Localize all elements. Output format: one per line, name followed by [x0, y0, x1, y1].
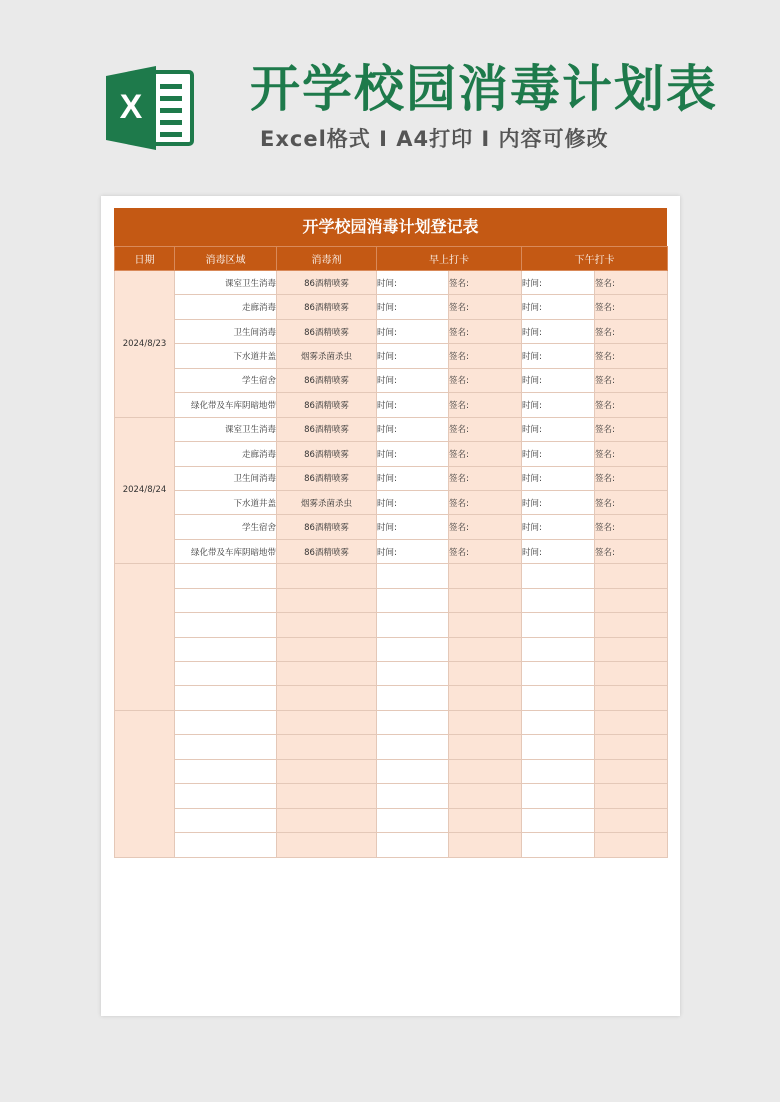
morning-time-cell[interactable] [377, 833, 449, 857]
agent-cell[interactable] [277, 662, 377, 686]
table-row [115, 442, 668, 466]
morning-time-cell[interactable] [377, 735, 449, 759]
morning-time-cell[interactable]: 时间: [377, 417, 449, 441]
sheet-title: 开学校园消毒计划登记表 [114, 208, 667, 246]
afternoon-time-cell[interactable] [522, 735, 595, 759]
table-row [115, 344, 668, 368]
date-cell[interactable] [115, 710, 175, 857]
afternoon-time-cell[interactable]: 时间: [522, 417, 595, 441]
agent-cell[interactable]: 86酒精喷雾 [277, 417, 377, 441]
morning-time-cell[interactable] [377, 637, 449, 661]
afternoon-time-cell[interactable] [522, 759, 595, 783]
table-row [115, 588, 668, 612]
morning-sign-cell[interactable] [449, 759, 522, 783]
area-cell[interactable]: 卫生间消毒 [175, 466, 277, 490]
afternoon-time-cell[interactable] [522, 613, 595, 637]
morning-time-cell[interactable] [377, 588, 449, 612]
excel-icon [100, 58, 200, 158]
morning-time-cell[interactable] [377, 710, 449, 734]
morning-time-cell[interactable] [377, 759, 449, 783]
table-row [115, 539, 668, 563]
afternoon-time-cell[interactable]: 时间: [522, 271, 595, 295]
agent-cell[interactable]: 86酒精喷雾 [277, 539, 377, 563]
area-cell[interactable] [175, 710, 277, 734]
afternoon-sign-cell[interactable]: 签名: [595, 515, 668, 539]
afternoon-time-cell[interactable]: 时间: [522, 393, 595, 417]
column-header-agent: 消毒剂 [277, 247, 377, 271]
morning-time-cell[interactable]: 时间: [377, 344, 449, 368]
disinfection-table [114, 246, 668, 858]
afternoon-time-cell[interactable]: 时间: [522, 295, 595, 319]
agent-cell[interactable] [277, 613, 377, 637]
morning-sign-cell[interactable]: 签名: [449, 442, 522, 466]
agent-cell[interactable] [277, 588, 377, 612]
area-cell[interactable] [175, 759, 277, 783]
morning-sign-cell[interactable]: 签名: [449, 490, 522, 514]
page-title: 开学校园消毒计划表 [250, 60, 718, 118]
morning-time-cell[interactable]: 时间: [377, 490, 449, 514]
morning-time-cell[interactable]: 时间: [377, 271, 449, 295]
table-row [115, 759, 668, 783]
area-cell[interactable]: 学生宿舍 [175, 368, 277, 392]
agent-cell[interactable] [277, 735, 377, 759]
morning-time-cell[interactable]: 时间: [377, 466, 449, 490]
agent-cell[interactable]: 86酒精喷雾 [277, 393, 377, 417]
agent-cell[interactable]: 86酒精喷雾 [277, 515, 377, 539]
morning-sign-cell[interactable]: 签名: [449, 368, 522, 392]
table-row [115, 466, 668, 490]
morning-sign-cell[interactable]: 签名: [449, 417, 522, 441]
area-cell[interactable]: 下水道井盖 [175, 344, 277, 368]
date-cell[interactable]: 2024/8/23 [115, 271, 175, 418]
afternoon-sign-cell[interactable] [595, 637, 668, 661]
table-row [115, 662, 668, 686]
morning-time-cell[interactable]: 时间: [377, 442, 449, 466]
afternoon-sign-cell[interactable] [595, 588, 668, 612]
morning-sign-cell[interactable] [449, 784, 522, 808]
morning-time-cell[interactable] [377, 686, 449, 710]
table-row [115, 686, 668, 710]
agent-cell[interactable]: 烟雾杀菌杀虫 [277, 490, 377, 514]
table-body [115, 271, 668, 858]
afternoon-time-cell[interactable] [522, 637, 595, 661]
morning-time-cell[interactable] [377, 808, 449, 832]
column-header-area: 消毒区域 [175, 247, 277, 271]
morning-sign-cell[interactable]: 签名: [449, 515, 522, 539]
morning-time-cell[interactable]: 时间: [377, 319, 449, 343]
morning-time-cell[interactable] [377, 613, 449, 637]
area-cell[interactable]: 卫生间消毒 [175, 319, 277, 343]
area-cell[interactable]: 课室卫生消毒 [175, 417, 277, 441]
afternoon-sign-cell[interactable] [595, 710, 668, 734]
afternoon-time-cell[interactable] [522, 784, 595, 808]
morning-sign-cell[interactable]: 签名: [449, 466, 522, 490]
date-cell[interactable]: 2024/8/24 [115, 417, 175, 564]
afternoon-sign-cell[interactable]: 签名: [595, 393, 668, 417]
table-row [115, 710, 668, 734]
table-row [115, 295, 668, 319]
agent-cell[interactable]: 86酒精喷雾 [277, 442, 377, 466]
morning-time-cell[interactable] [377, 564, 449, 588]
morning-sign-cell[interactable] [449, 564, 522, 588]
table-row [115, 393, 668, 417]
column-header-morning: 早上打卡 [377, 247, 522, 271]
table-row [115, 417, 668, 441]
afternoon-time-cell[interactable]: 时间: [522, 344, 595, 368]
afternoon-time-cell[interactable]: 时间: [522, 442, 595, 466]
morning-sign-cell[interactable]: 签名: [449, 295, 522, 319]
morning-sign-cell[interactable] [449, 588, 522, 612]
column-header-afternoon: 下午打卡 [522, 247, 668, 271]
afternoon-time-cell[interactable]: 时间: [522, 466, 595, 490]
agent-cell[interactable]: 86酒精喷雾 [277, 466, 377, 490]
table-row [115, 735, 668, 759]
morning-time-cell[interactable] [377, 784, 449, 808]
table-row [115, 319, 668, 343]
afternoon-sign-cell[interactable]: 签名: [595, 490, 668, 514]
area-cell[interactable] [175, 735, 277, 759]
table-row [115, 784, 668, 808]
morning-sign-cell[interactable] [449, 833, 522, 857]
afternoon-time-cell[interactable] [522, 588, 595, 612]
morning-sign-cell[interactable]: 签名: [449, 319, 522, 343]
afternoon-sign-cell[interactable]: 签名: [595, 442, 668, 466]
afternoon-time-cell[interactable] [522, 710, 595, 734]
area-cell[interactable] [175, 662, 277, 686]
area-cell[interactable] [175, 564, 277, 588]
afternoon-time-cell[interactable]: 时间: [522, 368, 595, 392]
svg-text:X: X [119, 88, 143, 126]
morning-sign-cell[interactable]: 签名: [449, 393, 522, 417]
area-cell[interactable]: 学生宿舍 [175, 515, 277, 539]
area-cell[interactable]: 下水道井盖 [175, 490, 277, 514]
morning-sign-cell[interactable] [449, 637, 522, 661]
morning-sign-cell[interactable] [449, 808, 522, 832]
agent-cell[interactable]: 86酒精喷雾 [277, 368, 377, 392]
afternoon-sign-cell[interactable] [595, 833, 668, 857]
morning-sign-cell[interactable]: 签名: [449, 344, 522, 368]
afternoon-sign-cell[interactable] [595, 564, 668, 588]
morning-sign-cell[interactable] [449, 686, 522, 710]
afternoon-sign-cell[interactable]: 签名: [595, 417, 668, 441]
morning-time-cell[interactable]: 时间: [377, 539, 449, 563]
table-row [115, 515, 668, 539]
area-cell[interactable] [175, 588, 277, 612]
area-cell[interactable] [175, 613, 277, 637]
afternoon-sign-cell[interactable]: 签名: [595, 368, 668, 392]
morning-sign-cell[interactable] [449, 613, 522, 637]
afternoon-sign-cell[interactable] [595, 686, 668, 710]
afternoon-sign-cell[interactable]: 签名: [595, 466, 668, 490]
morning-time-cell[interactable]: 时间: [377, 515, 449, 539]
afternoon-sign-cell[interactable] [595, 735, 668, 759]
afternoon-sign-cell[interactable]: 签名: [595, 319, 668, 343]
area-cell[interactable]: 走廊消毒 [175, 442, 277, 466]
morning-sign-cell[interactable] [449, 662, 522, 686]
agent-cell[interactable]: 86酒精喷雾 [277, 319, 377, 343]
afternoon-sign-cell[interactable] [595, 759, 668, 783]
morning-time-cell[interactable] [377, 662, 449, 686]
table-row [115, 637, 668, 661]
afternoon-sign-cell[interactable] [595, 784, 668, 808]
afternoon-sign-cell[interactable]: 签名: [595, 295, 668, 319]
area-cell[interactable] [175, 808, 277, 832]
column-header-date: 日期 [115, 247, 175, 271]
table-row [115, 833, 668, 857]
afternoon-time-cell[interactable] [522, 686, 595, 710]
afternoon-sign-cell[interactable] [595, 662, 668, 686]
area-cell[interactable] [175, 833, 277, 857]
afternoon-sign-cell[interactable]: 签名: [595, 344, 668, 368]
agent-cell[interactable]: 86酒精喷雾 [277, 295, 377, 319]
date-cell[interactable] [115, 564, 175, 711]
agent-cell[interactable] [277, 833, 377, 857]
afternoon-time-cell[interactable]: 时间: [522, 515, 595, 539]
table-row [115, 564, 668, 588]
table-row [115, 808, 668, 832]
morning-time-cell[interactable]: 时间: [377, 393, 449, 417]
agent-cell[interactable] [277, 710, 377, 734]
area-cell[interactable]: 课室卫生消毒 [175, 271, 277, 295]
afternoon-time-cell[interactable]: 时间: [522, 490, 595, 514]
area-cell[interactable]: 绿化带及车库阴暗地带 [175, 539, 277, 563]
area-cell[interactable] [175, 784, 277, 808]
table-row [115, 490, 668, 514]
afternoon-sign-cell[interactable] [595, 808, 668, 832]
area-cell[interactable] [175, 686, 277, 710]
afternoon-time-cell[interactable] [522, 662, 595, 686]
morning-time-cell[interactable]: 时间: [377, 295, 449, 319]
agent-cell[interactable] [277, 637, 377, 661]
table-header-row [115, 247, 668, 271]
afternoon-time-cell[interactable]: 时间: [522, 539, 595, 563]
agent-cell[interactable] [277, 686, 377, 710]
morning-time-cell[interactable]: 时间: [377, 368, 449, 392]
agent-cell[interactable] [277, 784, 377, 808]
area-cell[interactable]: 绿化带及车库阴暗地带 [175, 393, 277, 417]
table-row [115, 368, 668, 392]
table-row [115, 271, 668, 295]
agent-cell[interactable] [277, 759, 377, 783]
afternoon-sign-cell[interactable]: 签名: [595, 539, 668, 563]
agent-cell[interactable] [277, 564, 377, 588]
page-subtitle: Excel格式 I A4打印 I 内容可修改 [260, 127, 609, 151]
table-row [115, 613, 668, 637]
page-header [0, 0, 780, 190]
afternoon-time-cell[interactable] [522, 564, 595, 588]
afternoon-sign-cell[interactable]: 签名: [595, 271, 668, 295]
agent-cell[interactable]: 烟雾杀菌杀虫 [277, 344, 377, 368]
afternoon-time-cell[interactable]: 时间: [522, 319, 595, 343]
area-cell[interactable]: 走廊消毒 [175, 295, 277, 319]
afternoon-time-cell[interactable] [522, 808, 595, 832]
area-cell[interactable] [175, 637, 277, 661]
morning-sign-cell[interactable]: 签名: [449, 539, 522, 563]
afternoon-time-cell[interactable] [522, 833, 595, 857]
agent-cell[interactable] [277, 808, 377, 832]
morning-sign-cell[interactable] [449, 735, 522, 759]
morning-sign-cell[interactable] [449, 710, 522, 734]
afternoon-sign-cell[interactable] [595, 613, 668, 637]
morning-sign-cell[interactable]: 签名: [449, 271, 522, 295]
agent-cell[interactable]: 86酒精喷雾 [277, 271, 377, 295]
